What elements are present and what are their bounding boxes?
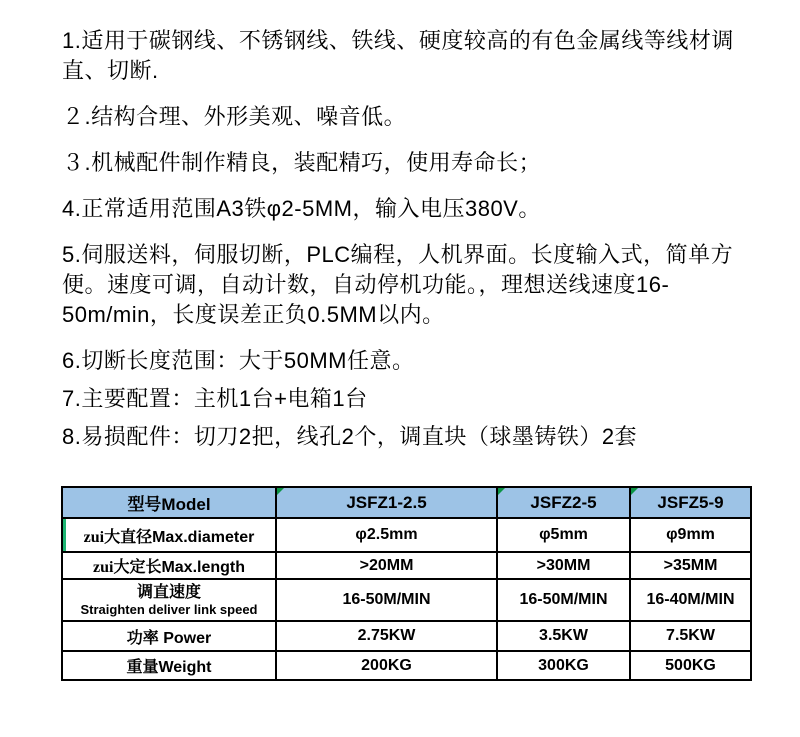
label-text: 功率 Power xyxy=(126,629,212,647)
spec-row-label xyxy=(62,621,276,651)
spec-header-model-name: JSFZ2-5 xyxy=(530,492,597,512)
spec-cell: 3.5KW xyxy=(497,621,630,651)
label-text: 重量Weight xyxy=(126,659,212,676)
feature-item-7: 7.主要配置：主机1台+电箱1台 xyxy=(62,386,368,411)
label-prefix: zui xyxy=(83,528,105,546)
spec-row-label xyxy=(62,651,276,680)
spec-cell: 300KG xyxy=(497,651,630,680)
feature-item-6: 6.切断长度范围：大于50MM任意。 xyxy=(62,348,415,373)
spec-row-straighten-speed xyxy=(62,579,751,621)
spec-row-power xyxy=(62,621,751,651)
feature-item-3: ３.机械配件制作精良，装配精巧，使用寿命长； xyxy=(62,150,542,175)
green-corner-marker-icon xyxy=(631,488,638,495)
spec-header-model-label: 型号Model xyxy=(127,495,211,514)
label-en: Max.diameter xyxy=(152,528,255,546)
feature-item-1: 1.适用于碳钢线、不锈钢线、铁线、硬度较高的有色金属线等线材调直、切断. xyxy=(62,28,734,83)
spec-header-row xyxy=(62,487,751,518)
label-prefix: zui xyxy=(92,559,114,576)
spec-cell: 16-50M/MIN xyxy=(276,579,497,621)
spec-cell: 200KG xyxy=(276,651,497,680)
spec-header-jsfz2-5 xyxy=(497,487,630,518)
spec-header-jsfz5-9 xyxy=(630,487,751,518)
spec-header-model-name: JSFZ1-2.5 xyxy=(346,492,427,512)
spec-header-jsfz1-2-5 xyxy=(276,487,497,518)
spec-row-max-length xyxy=(62,552,751,579)
spec-cell: >35MM xyxy=(630,552,751,579)
spec-row-label xyxy=(62,552,276,579)
spec-row-max-diameter xyxy=(62,518,751,552)
label-en: Max.length xyxy=(161,559,246,576)
spec-cell: 500KG xyxy=(630,651,751,680)
label-zh: 调直速度 xyxy=(136,584,201,601)
spec-cell: 7.5KW xyxy=(630,621,751,651)
spec-cell: 2.75KW xyxy=(276,621,497,651)
feature-item-5: 5.伺服送料，伺服切断，PLC编程，人机界面。长度输入式，简单方便。速度可调，自动计数，自动停机功能。，理想送线速度16-50m/min，长度误差正负0.5MM以内。 xyxy=(62,242,734,327)
spec-row-label xyxy=(62,518,276,552)
green-corner-marker-icon xyxy=(277,488,284,495)
spec-cell: >20MM xyxy=(276,552,497,579)
label-en: Straighten deliver link speed xyxy=(80,602,258,617)
green-corner-marker-icon xyxy=(498,488,505,495)
feature-item-2: ２.结构合理、外形美观、噪音低。 xyxy=(62,104,407,129)
spec-row-label xyxy=(62,579,276,621)
feature-item-4: 4.正常适用范围A3铁φ2-5MM，输入电压380V。 xyxy=(62,196,541,221)
spec-table xyxy=(61,486,752,681)
spec-cell: φ5mm xyxy=(497,518,630,552)
label-zh: 大定长 xyxy=(113,559,162,576)
spec-header-model xyxy=(62,487,276,518)
spec-cell: φ2.5mm xyxy=(276,518,497,552)
green-row-marker xyxy=(63,519,66,551)
spec-cell: >30MM xyxy=(497,552,630,579)
spec-cell: φ9mm xyxy=(630,518,751,552)
spec-cell: 16-50M/MIN xyxy=(497,579,630,621)
spec-header-model-name: JSFZ5-9 xyxy=(657,492,724,512)
label-zh: 大直径 xyxy=(104,528,153,546)
spec-row-weight xyxy=(62,651,751,680)
spec-cell: 16-40M/MIN xyxy=(630,579,751,621)
feature-item-8: 8.易损配件：切刀2把，线孔2个，调直块（球墨铸铁）2套 xyxy=(62,424,638,449)
